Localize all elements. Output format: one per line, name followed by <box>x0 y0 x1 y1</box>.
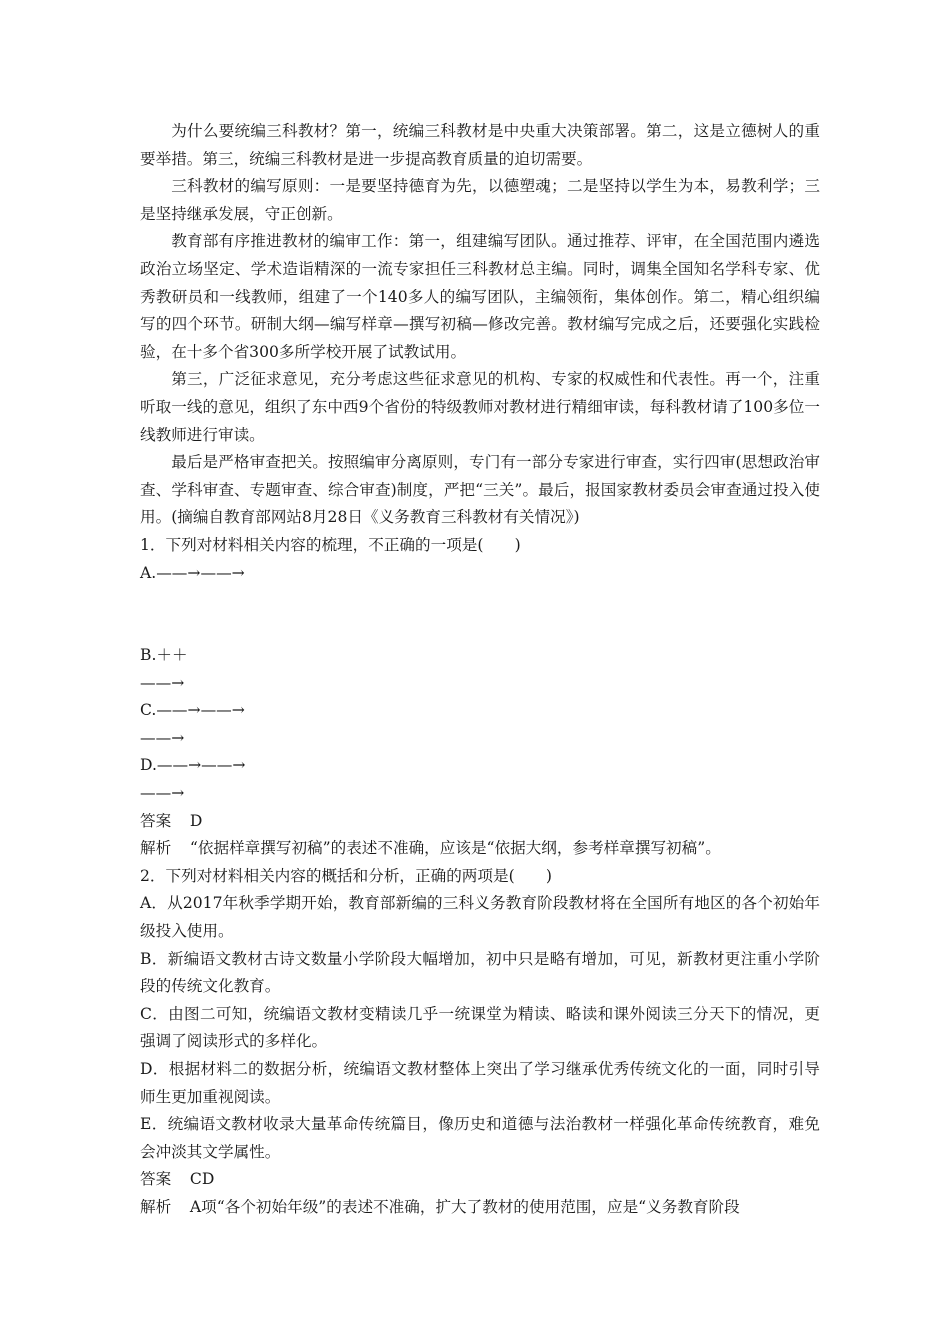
question-2-option-e: E．统编语文教材收录大量革命传统篇目，像历史和道德与法治教材一样强化革命传统教育，难免会冲淡其文学属性。 <box>140 1115 820 1161</box>
question-1-option-c: C.——→——→ <box>140 701 245 720</box>
question-1-option-b-line2: ——→ <box>140 673 185 692</box>
question-1-stem: 1．下列对材料相关内容的梳理，不正确的一项是( ) <box>140 535 521 554</box>
paragraph-final: 最后是严格审查把关。按照编审分离原则，专门有一部分专家进行审查，实行四审(思想政治审查、学科审查、专题审查、综合审查)制度，严把“三关”。最后，报国家教材委员会审查通过投入使用。(摘编自教育部网站8月28日《义务教育三科教材有关情况》) <box>140 453 820 527</box>
question-2-option-b: B．新编语文教材古诗文数量小学阶段大幅增加，初中只是略有增加，可见，新教材更注重小学阶段的传统文化教育。 <box>140 949 820 996</box>
question-2-stem: 2．下列对材料相关内容的概括和分析，正确的两项是( ) <box>140 866 552 885</box>
question-1-option-d: D.——→——→ <box>140 756 246 775</box>
answer-label: 答案 <box>140 1170 172 1189</box>
question-2-option-a: A．从2017年秋季学期开始，教育部新编的三科义务教育阶段教材将在全国所有地区的各个初始年级投入使用。 <box>140 894 820 941</box>
question-1-option-d-line2: ——→ <box>140 784 185 803</box>
question-2-option-d: D．根据材料二的数据分析，统编语文教材整体上突出了学习继承优秀传统文化的一面，同时引导师生更加重视阅读。 <box>140 1060 820 1106</box>
analysis-label: 解析 <box>140 1197 172 1216</box>
question-2-answer <box>140 1166 820 1194</box>
paragraph-review-work: 教育部有序推进教材的编审工作：第一，组建编写团队。通过推荐、评审，在全国范围内遴选政治立场坚定、学术造诣精深的一流专家担任三科教材总主编。同时，调集全国知名学科专家、优秀教研员和一线教师，组建了一个140多人的编写团队，主编领衔，集体创作。第二，精心组织编写的四个环节。研制大纲—编写样章—撰写初稿—修改完善。教材编写完成之后，还要强化实践检验，在十多个省300多所学校开展了试教试用。 <box>140 232 820 361</box>
question-2-analysis <box>140 1194 820 1222</box>
document-page <box>140 118 820 1222</box>
analysis-text: A项“各个初始年级”的表述不准确，扩大了教材的使用范围，应是“义务教育阶段 <box>189 1197 740 1216</box>
paragraph-third: 第三，广泛征求意见，充分考虑这些征求意见的机构、专家的权威性和代表性。再一个，注重听取一线的意见，组织了东中西9个省份的特级教师对教材进行精细审读，每科教材请了100多位一线教师进行审读。 <box>140 370 820 444</box>
analysis-label: 解析 <box>140 839 172 858</box>
answer-value: CD <box>189 1170 215 1189</box>
paragraph-principles: 三科教材的编写原则：一是要坚持德育为先，以德塑魂；二是坚持以学生为本，易教利学；三是坚持继承发展，守正创新。 <box>140 177 820 223</box>
answer-value: D <box>189 811 203 830</box>
question-1-option-b: B.＋＋ <box>140 646 188 665</box>
question-1-answer <box>140 808 820 836</box>
analysis-text: “依据样章撰写初稿”的表述不准确，应该是“依据大纲，参考样章撰写初稿”。 <box>189 839 721 858</box>
question-1-option-a: A.——→——→ <box>140 563 245 582</box>
answer-label: 答案 <box>140 811 172 830</box>
figure-gap <box>140 587 820 642</box>
question-2-option-c: C．由图二可知，统编语文教材变精读几乎一统课堂为精读、略读和课外阅读三分天下的情况，更强调了阅读形式的多样化。 <box>140 1004 820 1051</box>
question-1-option-c-line2: ——→ <box>140 728 185 747</box>
paragraph-why: 为什么要统编三科教材？第一，统编三科教材是中央重大决策部署。第二，这是立德树人的重要举措。第三，统编三科教材是进一步提高教育质量的迫切需要。 <box>140 122 820 168</box>
question-1-analysis <box>140 835 820 863</box>
